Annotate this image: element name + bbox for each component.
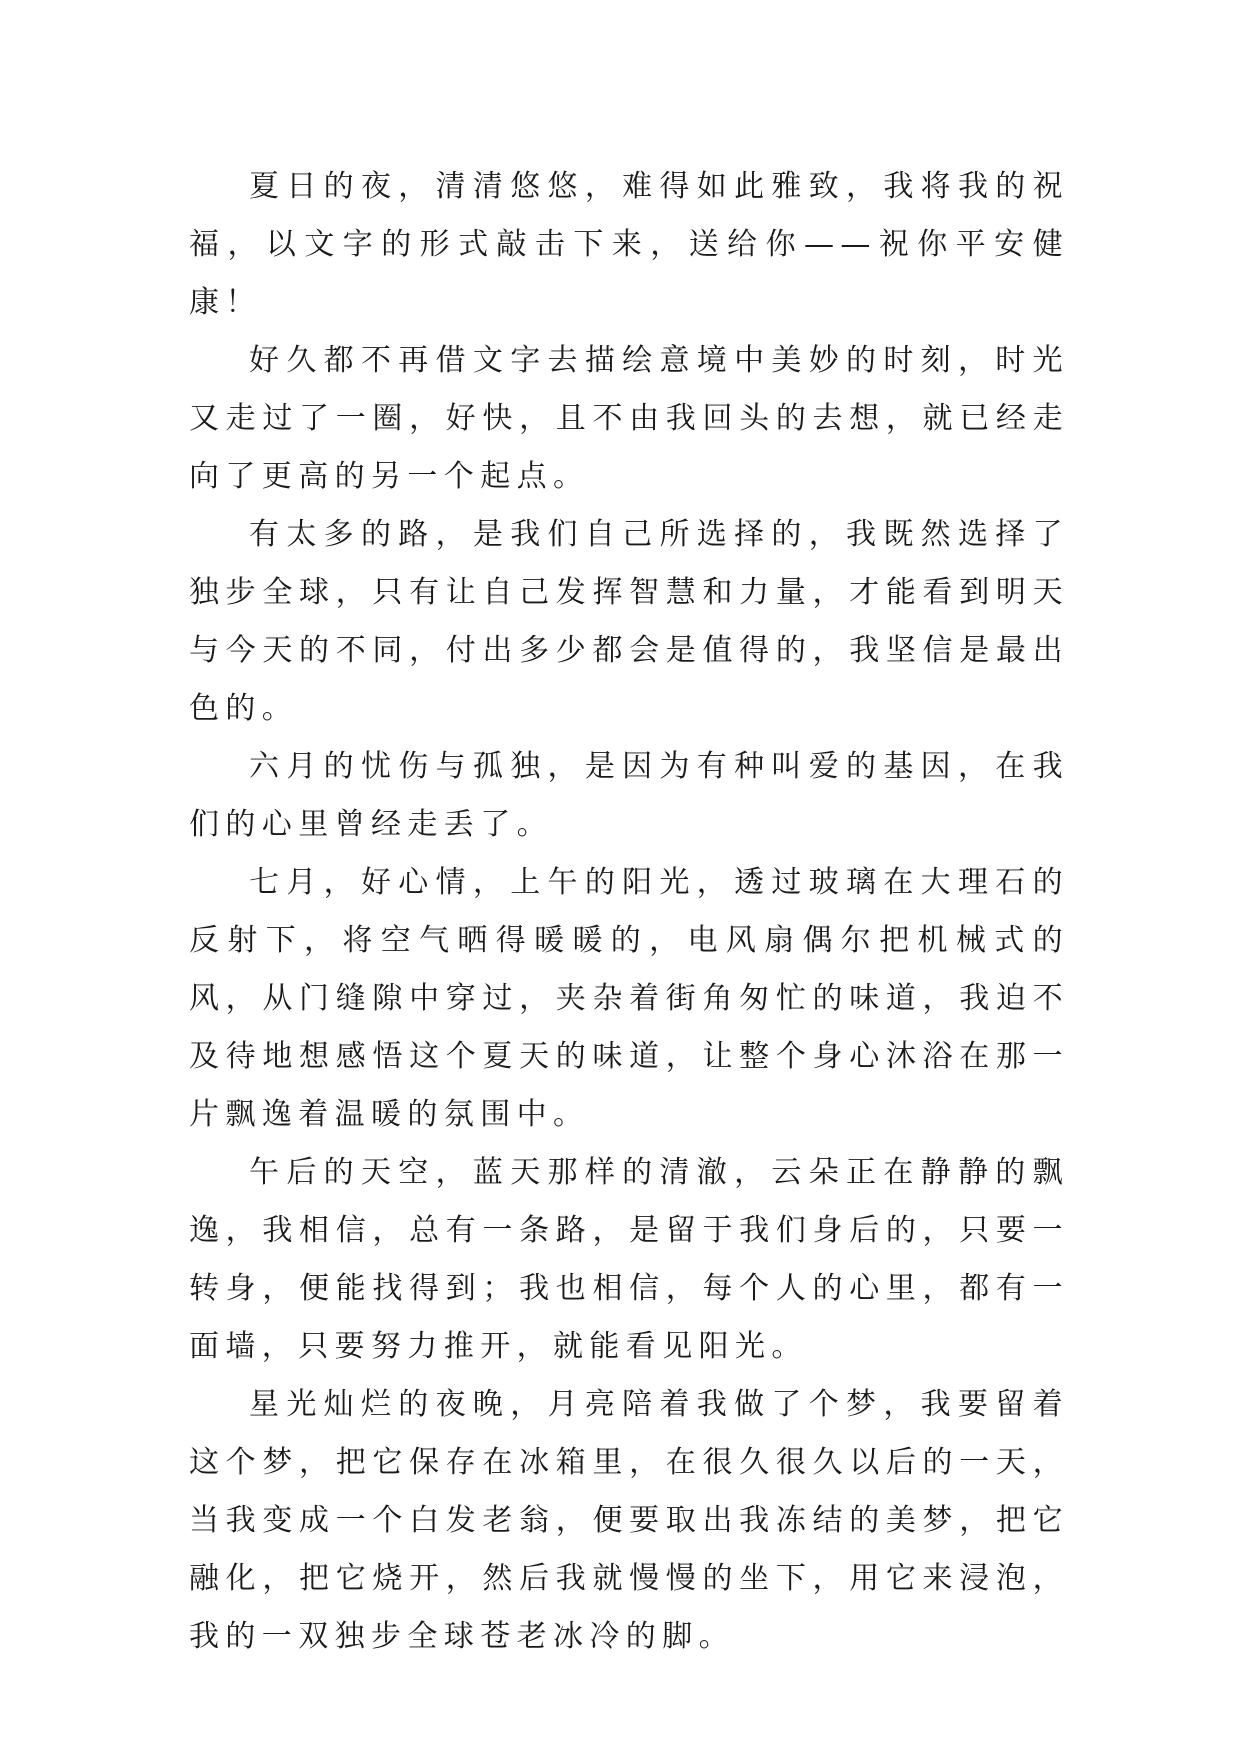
paragraph-7: 星光灿烂的夜晚，月亮陪着我做了个梦，我要留着这个梦，把它保存在冰箱里，在很久很久以后的一天，当我变成一个白发老翁，便要取出我冻结的美梦，把它融化，把它烧开，然后我就慢慢的坐下，用它来浸泡，我的一双独步全球苍老冰冷的脚。	[189, 1387, 1069, 1654]
paragraph-6: 午后的天空，蓝天那样的清澈，云朵正在静静的飘逸，我相信，总有一条路，是留于我们身后的，只要一转身，便能找得到；我也相信，每个人的心里，都有一面墙，只要努力推开，就能看见阳光。	[189, 1155, 1069, 1364]
paragraph-1: 夏日的夜，清清悠悠，难得如此雅致，我将我的祝福，以文字的形式敲击下来，送给你——祝你平安健康！	[189, 169, 1069, 320]
paragraph-4: 六月的忧伤与孤独，是因为有种叫爱的基因，在我们的心里曾经走丢了。	[189, 749, 1069, 842]
paragraph-2: 好久都不再借文字去描绘意境中美妙的时刻，时光又走过了一圈，好快，且不由我回头的去想，就已经走向了更高的另一个起点。	[189, 343, 1069, 494]
document-body	[189, 158, 1069, 1666]
paragraph-3: 有太多的路，是我们自己所选择的，我既然选择了独步全球，只有让自己发挥智慧和力量，才能看到明天与今天的不同，付出多少都会是值得的，我坚信是最出色的。	[189, 517, 1069, 726]
paragraph-5: 七月，好心情，上午的阳光，透过玻璃在大理石的反射下，将空气晒得暖暖的，电风扇偶尔把机械式的风，从门缝隙中穿过，夹杂着街角匆忙的味道，我迫不及待地想感悟这个夏天的味道，让整个身心沐浴在那一片飘逸着温暖的氛围中。	[189, 865, 1069, 1132]
